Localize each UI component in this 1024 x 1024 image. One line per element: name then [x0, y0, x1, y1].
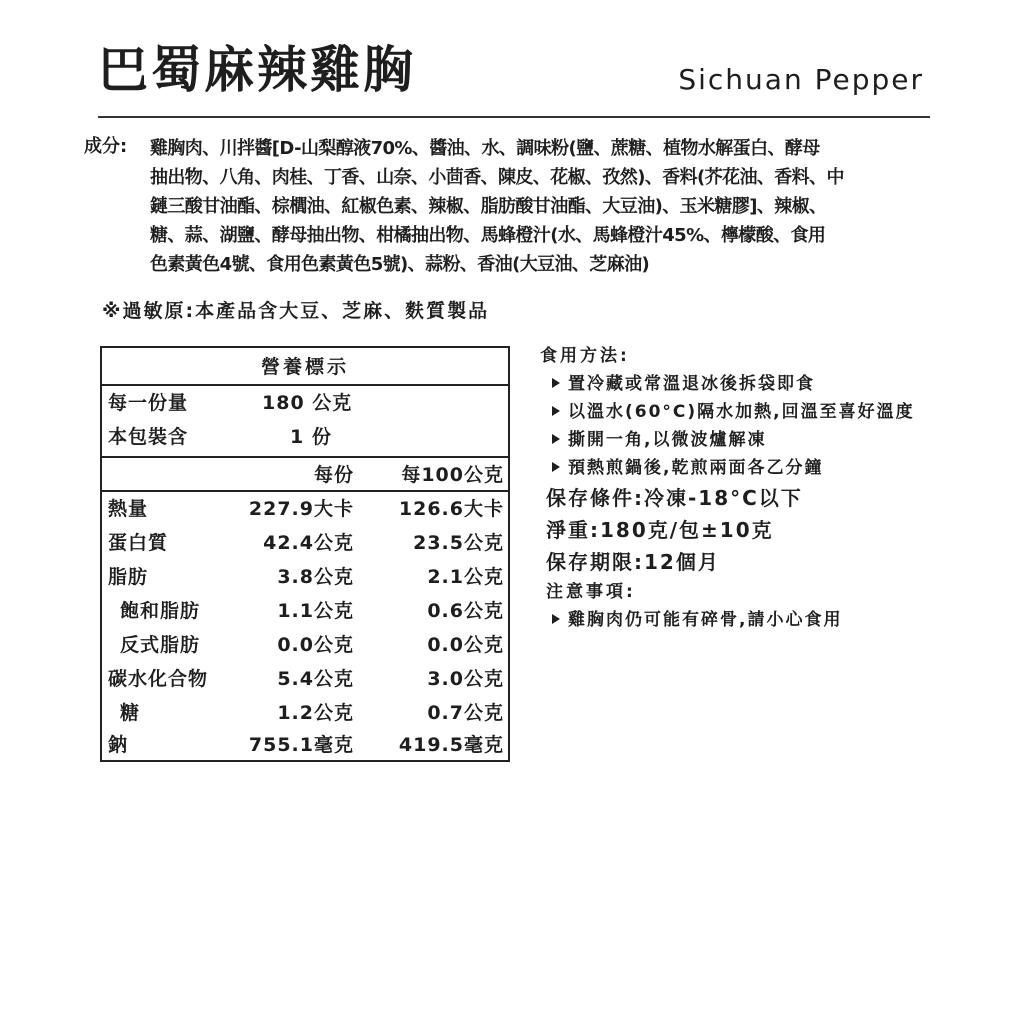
serving-size-label: 每一份量 — [108, 392, 189, 414]
usage-step — [540, 426, 915, 454]
nutrient-per-100g: 2.1公克 — [427, 566, 504, 588]
col-header-per-serving: 每份 — [313, 464, 354, 486]
nutrient-per-serving: 3.8公克 — [277, 566, 354, 588]
table-divider — [102, 456, 508, 458]
table-divider — [102, 384, 508, 386]
nutrition-title: 營養標示 — [260, 356, 349, 378]
usage-step — [540, 398, 915, 426]
triangle-bullet-icon — [552, 434, 560, 444]
ingredients-label: 成分: — [84, 136, 128, 157]
ingredients-line: 糖、蒜、湖鹽、酵母抽出物、柑橘抽出物、馬蜂橙汁(水、馬蜂橙汁45%、檸檬酸、食用 — [150, 225, 826, 246]
nutrient-name: 糖 — [120, 702, 141, 724]
usage-step-text: 預熱煎鍋後,乾煎兩面各乙分鐘 — [568, 458, 824, 478]
nutrient-name: 鈉 — [108, 734, 129, 756]
servings-label: 本包裝含 — [108, 426, 189, 448]
product-subtitle: Sichuan Pepper — [678, 63, 924, 96]
triangle-bullet-icon — [552, 462, 560, 472]
nutrient-per-serving: 1.2公克 — [277, 702, 354, 724]
nutrient-per-serving: 227.9大卡 — [248, 498, 354, 520]
nutrient-name: 蛋白質 — [108, 532, 169, 554]
nutrient-name: 脂肪 — [108, 566, 149, 588]
ingredients-line: 雞胸肉、川拌醬[D-山梨醇液70%、醬油、水、調味粉(鹽、蔗糖、植物水解蛋白、酵母 — [150, 138, 820, 159]
nutrient-name: 碳水化合物 — [108, 668, 209, 690]
nutrient-name: 反式脂肪 — [120, 634, 201, 656]
usage-title: 食用方法: — [540, 346, 630, 366]
nutrient-per-100g: 126.6大卡 — [398, 498, 504, 520]
allergen-notice: ※過敏原:本產品含大豆、芝麻、麩質製品 — [102, 300, 490, 322]
ingredients-text — [150, 134, 844, 279]
nutrient-name: 飽和脂肪 — [120, 600, 201, 622]
serving-size-value: 180 公克 — [262, 392, 353, 414]
nutrient-per-100g: 419.5毫克 — [398, 734, 504, 756]
shelf-life: 保存期限:12個月 — [546, 550, 720, 574]
product-title: 巴蜀麻辣雞胸 — [98, 41, 416, 99]
nutrient-name: 熱量 — [108, 498, 149, 520]
nutrient-per-100g: 0.7公克 — [427, 702, 504, 724]
nutrient-per-100g: 0.6公克 — [427, 600, 504, 622]
nutrient-per-100g: 23.5公克 — [413, 532, 504, 554]
usage-step — [540, 454, 915, 482]
nutrition-facts-table — [100, 346, 510, 762]
usage-step-text: 置冷藏或常溫退冰後拆袋即食 — [568, 374, 815, 394]
usage-step-text: 以溫水(60°C)隔水加熱,回溫至喜好溫度 — [568, 402, 915, 422]
notice-item — [540, 606, 915, 634]
nutrient-per-serving: 755.1毫克 — [248, 734, 354, 756]
usage-step-text: 撕開一角,以微波爐解凍 — [568, 430, 767, 450]
nutrient-per-serving: 5.4公克 — [277, 668, 354, 690]
ingredients-line: 抽出物、八角、肉桂、丁香、山奈、小茴香、陳皮、花椒、孜然)、香料(芥花油、香料、中 — [150, 167, 844, 188]
usage-step — [540, 370, 915, 398]
nutrient-per-100g: 0.0公克 — [427, 634, 504, 656]
notice-title: 注意事項: — [546, 582, 636, 602]
triangle-bullet-icon — [552, 614, 560, 624]
ingredients-line: 色素黃色4號、食用色素黃色5號)、蒜粉、香油(大豆油、芝麻油) — [150, 254, 650, 275]
net-weight: 淨重:180克/包±10克 — [546, 518, 774, 542]
usage-panel — [540, 342, 915, 634]
servings-value: 1 份 — [290, 426, 332, 448]
table-divider — [102, 490, 508, 492]
nutrient-per-serving: 0.0公克 — [277, 634, 354, 656]
triangle-bullet-icon — [552, 378, 560, 388]
storage-condition: 保存條件:冷凍-18°C以下 — [546, 486, 803, 510]
nutrient-per-serving: 42.4公克 — [263, 532, 354, 554]
col-header-per-100g: 每100公克 — [401, 464, 504, 486]
nutrient-per-100g: 3.0公克 — [427, 668, 504, 690]
notice-text: 雞胸肉仍可能有碎骨,請小心食用 — [568, 610, 843, 630]
header-divider — [98, 116, 930, 118]
triangle-bullet-icon — [552, 406, 560, 416]
nutrient-per-serving: 1.1公克 — [277, 600, 354, 622]
ingredients-line: 鏈三酸甘油酯、棕櫚油、紅椒色素、辣椒、脂肪酸甘油酯、大豆油)、玉米糖膠]、辣椒、 — [150, 196, 827, 217]
